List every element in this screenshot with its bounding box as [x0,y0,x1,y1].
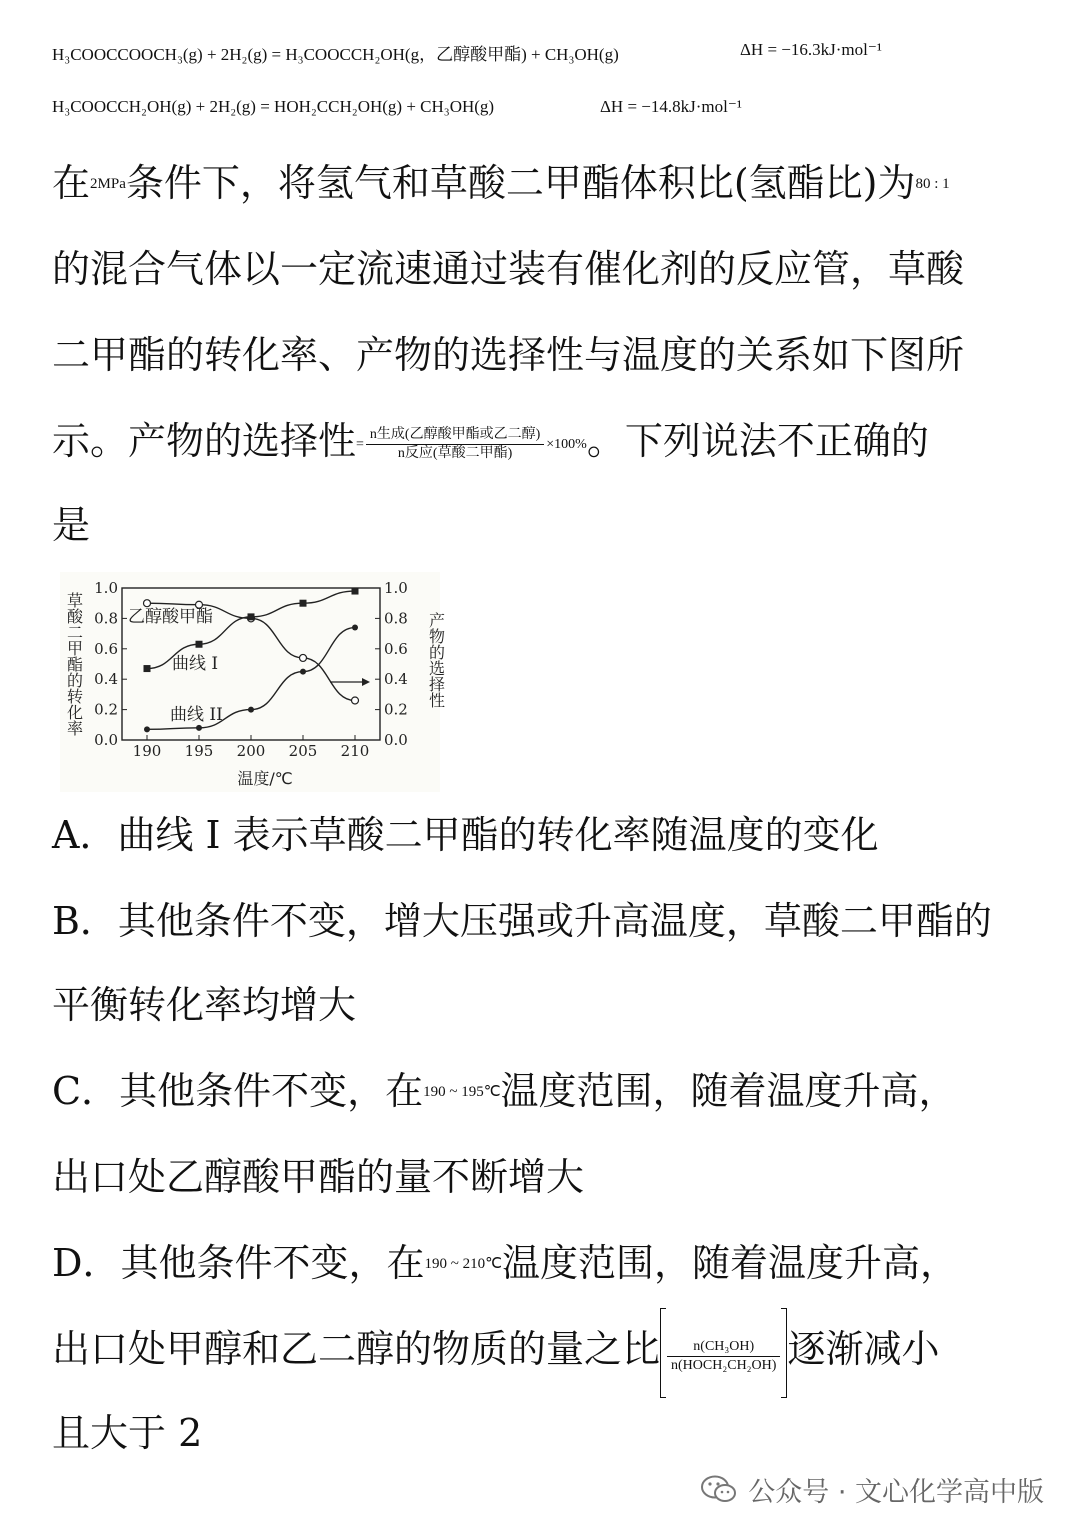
data-point [196,641,203,648]
y-tick-label-left: 1.0 [94,579,118,597]
intro-text: 示。产物的选择性 [52,419,357,463]
intro-line-4: 示。产物的选择性= $\frac{\text{n生成(乙醇酸甲酯或乙二醇)}}{\text{n反应(草酸二甲酯)}}$ ×100%。下列说法不正确的 [52,398,1037,488]
x-tick-label: 190 [132,742,162,760]
equation-2 [52,97,742,117]
option-b-line-1: B．其他条件不变，增大压强或升高温度，草酸二甲酯的 [52,899,992,943]
equation-2-enthalpy: ΔH = −14.8kJ·mol⁻¹ [600,97,742,116]
y-tick-label-right: 1.0 [384,579,408,597]
option-text: D．其他条件不变，在 [52,1241,425,1285]
y-axis-left-label: 草酸二甲酯的转化率 [64,592,84,736]
equation-2-text: H₃COOCCH₂OH(g) + 2H₂(g) = HOH₂CCH₂OH(g) + CH₃OH(g) [52,97,495,116]
option-text: 温度范围，随着温度升高， [500,1069,957,1113]
y-axis-right-label: 产物的选择性 [426,612,446,708]
hydrogen-ester-ratio: 80 : 1 [915,176,950,192]
x-tick-label: 210 [340,742,370,760]
legend-curve-1: 曲线 I [172,654,219,674]
y-tick-label-right: 0.4 [384,670,408,689]
option-a: A．曲线 I 表示草酸二甲酯的转化率随温度的变化 [52,813,879,857]
option-c-line-2: 出口处乙醇酸甲酯的量不断增大 [52,1155,585,1199]
x-tick-label: 200 [236,742,266,760]
option-d-line-3: 且大于 2 [52,1411,203,1455]
option-text: 逐渐减小 [787,1327,940,1371]
temperature-range-c: 190 ~ 195℃ [423,1084,501,1100]
temperature-range-d: 190 ~ 210℃ [424,1256,502,1272]
conversion-selectivity-chart [60,572,446,792]
data-point [144,665,151,672]
watermark [700,1470,1044,1509]
data-point [196,725,202,731]
data-point [248,707,254,713]
data-point [144,726,150,732]
legend-glycolate: 乙醇酸甲酯 [128,607,213,627]
equation-1-text: H₃COOCCOOCH₃(g) + 2H₂(g) = H₃COOCCH₂OH(g，乙醇酸甲酯) + CH₃OH(g) [52,45,619,64]
pressure-condition: 2MPa [90,176,126,192]
intro-line-2: 的混合气体以一定流速通过装有催化剂的反应管，草酸 [52,247,965,291]
x-tick-label: 205 [288,742,318,760]
intro-text: 在 [52,161,91,205]
option-c-line-1 [52,1048,1037,1135]
equation-1 [52,40,882,65]
y-tick-label-left: 0.2 [94,700,118,719]
wechat-icon [700,1474,738,1506]
data-point [144,600,151,607]
data-point [300,669,306,675]
y-tick-label-left: 0.6 [94,639,118,658]
formula-percent: ×100% [546,436,587,452]
data-point [300,654,307,661]
y-tick-label-right: 0.6 [384,639,408,658]
intro-line-5: 是 [52,503,91,547]
mole-ratio-formula: $\frac{\text{n(CH₃OH)}}{\text{n(HOCH₂CH₂OH)}}$ [667,1338,780,1375]
option-text: 温度范围，随着温度升高， [501,1241,958,1285]
y-tick-label-left: 0.8 [94,609,118,628]
y-tick-label-right: 0.2 [384,700,408,719]
option-d-line-1 [52,1220,1037,1307]
data-point [352,625,358,631]
y-tick-label-right: 0.8 [384,609,408,628]
y-tick-label-right: 0.0 [384,731,408,749]
intro-text: 条件下，将氢气和草酸二甲酯体积比(氢酯比)为 [125,161,916,205]
equation-1-enthalpy: ΔH = −16.3kJ·mol⁻¹ [740,40,882,59]
x-axis-label: 温度/℃ [237,769,293,788]
legend-curve-2: 曲线 II [170,705,223,725]
watermark-text: 公众号 · 文心化学高中版 [748,1477,1044,1508]
intro-text: 。下列说法不正确的 [586,419,929,463]
y-tick-label-left: 0.0 [94,731,118,749]
intro-line-3: 二甲酯的转化率、产物的选择性与温度的关系如下图所 [52,333,965,377]
mole-ratio-bracket [660,1308,787,1398]
option-text: C．其他条件不变，在 [52,1069,424,1113]
option-b-line-2: 平衡转化率均增大 [52,983,357,1027]
data-point [248,613,255,620]
option-d-line-2 [52,1306,1037,1398]
x-tick-label: 195 [184,742,214,760]
data-point [352,588,359,595]
intro-line-1 [52,140,1037,227]
data-point [300,600,307,607]
data-point [352,697,359,704]
option-text: 出口处甲醇和乙二醇的物质的量之比 [52,1327,661,1371]
selectivity-formula: $\frac{\text{n生成(乙醇酸甲酯或乙二醇)}}{\text{n反应(草酸二甲酯)}}$ [366,426,544,463]
y-tick-label-left: 0.4 [94,670,118,689]
